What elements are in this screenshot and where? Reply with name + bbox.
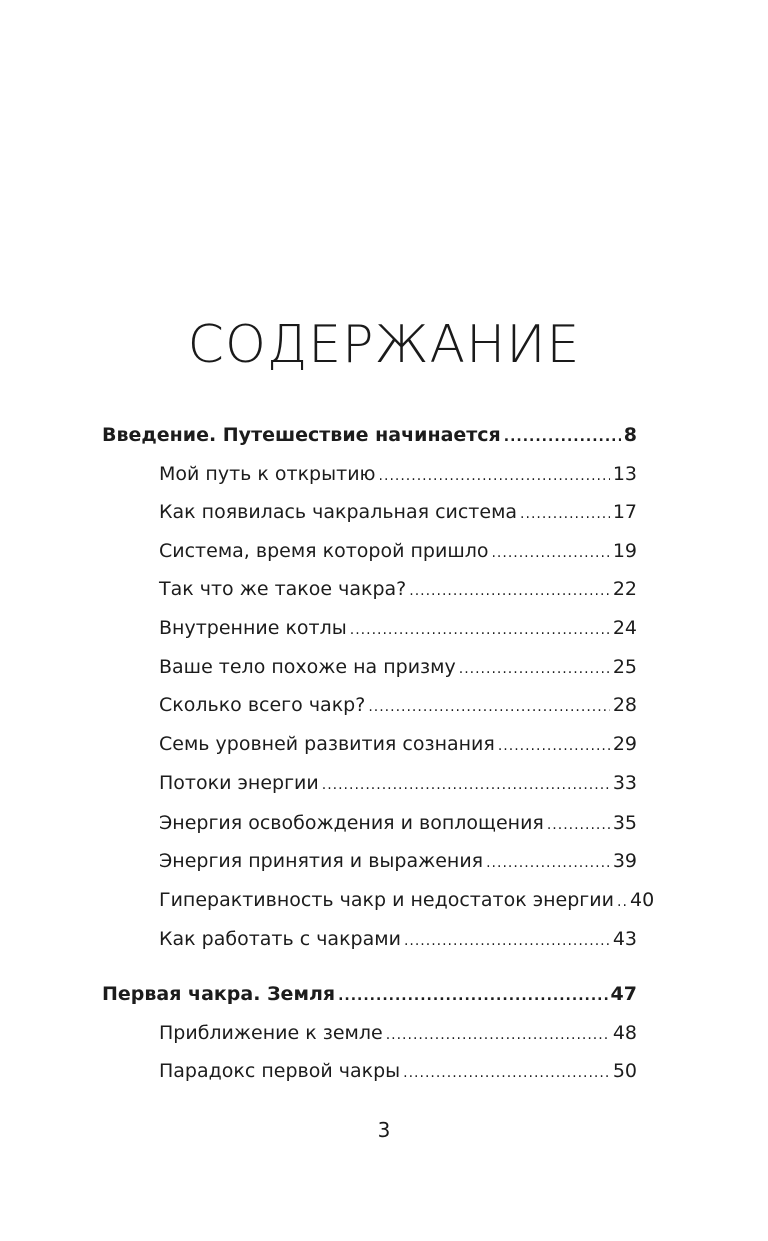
toc-entry-chapter[interactable] <box>102 981 637 1009</box>
dot-leader <box>403 1058 610 1086</box>
toc-entry-title: Парадокс первой чакры <box>159 1060 401 1082</box>
toc-entry-title: Так что же такое чакра? <box>159 578 407 600</box>
dot-leader <box>322 770 610 798</box>
toc-entry-title: Гиперактивность чакр и недостаток энергии <box>159 889 614 911</box>
toc-entry-section[interactable] <box>159 731 637 759</box>
dot-leader <box>404 926 610 954</box>
toc-entry-page: 48 <box>612 1022 637 1044</box>
dot-leader <box>617 887 627 915</box>
toc-entry-title: Как работать с чакрами <box>159 928 401 950</box>
toc-entry-page: 29 <box>612 733 637 755</box>
toc-entry-title: Первая чакра. Земля <box>102 983 336 1005</box>
toc-entry-section[interactable] <box>159 538 637 566</box>
toc-entry-page: 8 <box>623 424 637 446</box>
toc-entry-page: 13 <box>612 463 637 485</box>
dot-leader <box>498 731 610 759</box>
toc-entry-title: Энергия освобождения и воплощения <box>159 812 544 834</box>
toc-entry-page: 25 <box>612 656 637 678</box>
toc-entry-page: 22 <box>612 578 637 600</box>
dot-leader <box>486 848 610 876</box>
toc-entry-title: Ваше тело похоже на призму <box>159 656 456 678</box>
toc-entry-section[interactable] <box>159 926 637 954</box>
dot-leader <box>386 1020 610 1048</box>
toc-entry-section[interactable] <box>159 499 637 527</box>
toc-entry-section[interactable] <box>159 770 637 798</box>
toc-entry-section[interactable] <box>159 615 637 643</box>
page-number: 3 <box>377 1118 391 1142</box>
page-title: СОДЕРЖАНИЕ <box>187 315 581 375</box>
toc-entry-section[interactable] <box>159 887 655 915</box>
toc-entry-title: Сколько всего чакр? <box>159 694 366 716</box>
toc-entry-section[interactable] <box>159 1020 637 1048</box>
toc-entry-section[interactable] <box>159 810 637 838</box>
toc-entry-section[interactable] <box>159 848 637 876</box>
dot-leader <box>504 422 621 450</box>
toc-entry-page: 35 <box>612 812 637 834</box>
toc-entry-title: Введение. Путешествие начинается <box>102 424 501 446</box>
toc-entry-page: 24 <box>612 617 637 639</box>
toc-entry-page: 43 <box>612 928 637 950</box>
dot-leader <box>350 615 610 643</box>
toc-entry-section[interactable] <box>159 1058 637 1086</box>
toc-entry-title: Энергия принятия и выражения <box>159 850 484 872</box>
dot-leader <box>491 538 609 566</box>
toc-entry-page: 39 <box>612 850 637 872</box>
dot-leader <box>379 461 610 489</box>
toc-entry-title: Как появилась чакральная система <box>159 501 518 523</box>
toc-entry-title: Потоки энергии <box>159 772 319 794</box>
toc-entry-page: 19 <box>612 540 637 562</box>
toc-entry-page: 50 <box>612 1060 637 1082</box>
toc-entry-section[interactable] <box>159 461 637 489</box>
toc-entry-page: 28 <box>612 694 637 716</box>
dot-leader <box>459 654 610 682</box>
toc-entry-title: Система, время которой пришло <box>159 540 489 562</box>
toc-entry-title: Внутренние котлы <box>159 617 347 639</box>
toc-entry-title: Приближение к земле <box>159 1022 383 1044</box>
toc-entry-page: 40 <box>630 889 655 911</box>
toc-entry-section[interactable] <box>159 692 637 720</box>
toc-entry-page: 33 <box>612 772 637 794</box>
toc-entry-title: Мой путь к открытию <box>159 463 376 485</box>
toc-entry-title: Семь уровней развития сознания <box>159 733 495 755</box>
toc-entry-chapter[interactable] <box>102 422 637 450</box>
toc-entry-page: 47 <box>610 983 637 1005</box>
dot-leader <box>409 576 610 604</box>
toc-entry-page: 17 <box>612 501 637 523</box>
toc-entry-section[interactable] <box>159 576 637 604</box>
dot-leader <box>520 499 610 527</box>
dot-leader <box>338 981 607 1009</box>
toc-entry-section[interactable] <box>159 654 637 682</box>
dot-leader <box>547 810 610 838</box>
dot-leader <box>368 692 609 720</box>
